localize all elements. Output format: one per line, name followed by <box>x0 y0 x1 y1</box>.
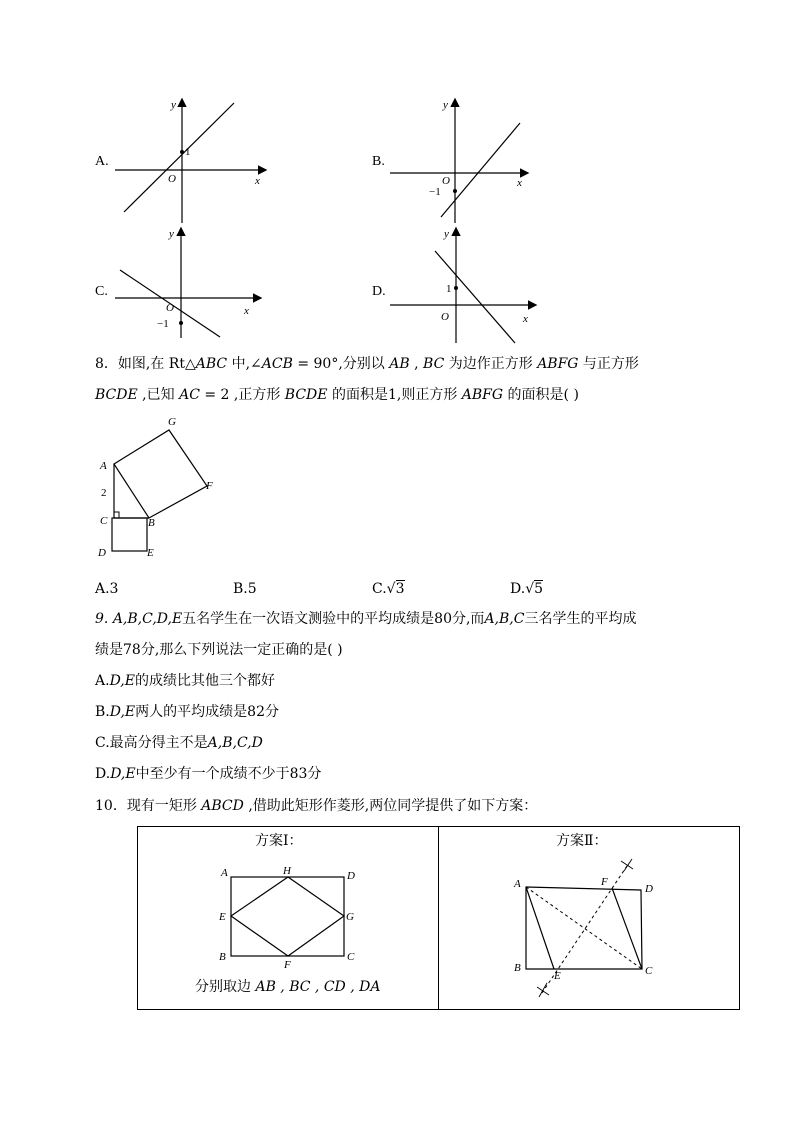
graph-b-y: y <box>443 99 448 111</box>
q9-option-d[interactable]: D.D,E中至少有一个成绩不少于83分 <box>95 766 322 782</box>
plans-divider <box>438 827 439 1009</box>
graph-c-y: y <box>169 228 174 240</box>
plan1-fig-D: D <box>347 870 355 882</box>
plan2-figure <box>511 857 661 997</box>
q8-line1: 8．如图,在 Rt△ABC 中,∠ACB = 90°,分别以 AB , BC 为边作正方形 ABFG 与正方形 <box>95 356 639 372</box>
plans-table <box>137 826 740 1010</box>
plan2-fig-B: B <box>514 962 521 974</box>
option-a-label[interactable]: A. <box>95 154 109 169</box>
graph-a <box>110 95 270 225</box>
option-d-label[interactable]: D. <box>372 284 386 299</box>
graph-d <box>385 225 545 345</box>
plan2-fig-C: C <box>645 965 653 977</box>
q8-option-b[interactable]: B.5 <box>233 581 257 597</box>
plan1-fig-B: B <box>219 951 226 963</box>
plan2-fig-D: D <box>645 883 653 895</box>
q8-fig-E: E <box>147 547 154 559</box>
q9-option-b[interactable]: B.D,E两人的平均成绩是82分 <box>95 704 279 720</box>
q9-line1: 9. A,B,C,D,E五名学生在一次语文测验中的平均成绩是80分,而A,B,C三名学生的平均成 <box>95 611 637 627</box>
graph-a-origin: O <box>168 173 176 185</box>
plan1-fig-A: A <box>221 867 228 879</box>
option-c-label[interactable]: C. <box>95 284 108 299</box>
plan1-fig-F: F <box>284 959 291 971</box>
q8-line2: BCDE ,已知 AC = 2 ,正方形 BCDE 的面积是1,则正方形 ABFG 的面积是( ) <box>95 387 579 403</box>
graph-b-origin: O <box>442 175 450 187</box>
plan2-title: 方案Ⅱ： <box>556 833 608 849</box>
option-b-label[interactable]: B. <box>372 154 385 169</box>
graph-d-mark: 1 <box>446 283 452 295</box>
q8-option-a[interactable]: A.3 <box>95 581 119 597</box>
q8-fig-side: 2 <box>101 487 107 499</box>
graph-c-origin: O <box>166 302 174 314</box>
graph-d-x: x <box>523 313 528 325</box>
plan1-title: 方案Ⅰ： <box>255 833 303 849</box>
plan1-fig-H: H <box>283 865 291 877</box>
plan2-fig-A: A <box>514 878 521 890</box>
q8-fig-A: A <box>100 460 107 472</box>
q8-fig-C: C <box>100 515 108 527</box>
plan2-fig-E: E <box>554 970 561 982</box>
graph-b-mark: −1 <box>429 186 441 198</box>
graph-a-mark: 1 <box>185 146 191 158</box>
q9-option-c[interactable]: C.最高分得主不是A,B,C,D <box>95 735 263 751</box>
q8-option-d[interactable]: D.√5 <box>510 581 544 597</box>
graph-c-x: x <box>244 305 249 317</box>
graph-d-origin: O <box>441 311 449 323</box>
graph-c-mark: −1 <box>157 318 169 330</box>
graph-a-y: y <box>171 99 176 111</box>
q10-line1: 10．现有一矩形 ABCD ,借助此矩形作菱形,两位同学提供了如下方案： <box>95 798 538 814</box>
q9-line2: 绩是78分,那么下列说法一定正确的是( ) <box>95 642 343 658</box>
plan1-fig-E: E <box>219 911 226 923</box>
q8-fig-D: D <box>98 547 106 559</box>
graph-c <box>110 225 270 340</box>
graph-a-x: x <box>255 175 260 187</box>
graph-b <box>385 95 535 225</box>
q8-fig-G: G <box>168 416 176 428</box>
plan1-note: 分别取边 AB , BC , CD , DA <box>195 979 381 995</box>
q8-fig-F: F <box>206 480 213 492</box>
plan1-fig-G: G <box>346 911 354 923</box>
q8-fig-B: B <box>148 517 155 529</box>
graph-d-y: y <box>444 228 449 240</box>
q9-option-a[interactable]: A.D,E的成绩比其他三个都好 <box>95 673 275 689</box>
plan1-fig-C: C <box>347 951 355 963</box>
plan1-figure <box>216 863 366 971</box>
plan2-fig-F: F <box>601 876 608 888</box>
q8-option-c[interactable]: C.√3 <box>372 581 405 597</box>
q8-figure <box>92 412 222 562</box>
graph-b-x: x <box>517 177 522 189</box>
